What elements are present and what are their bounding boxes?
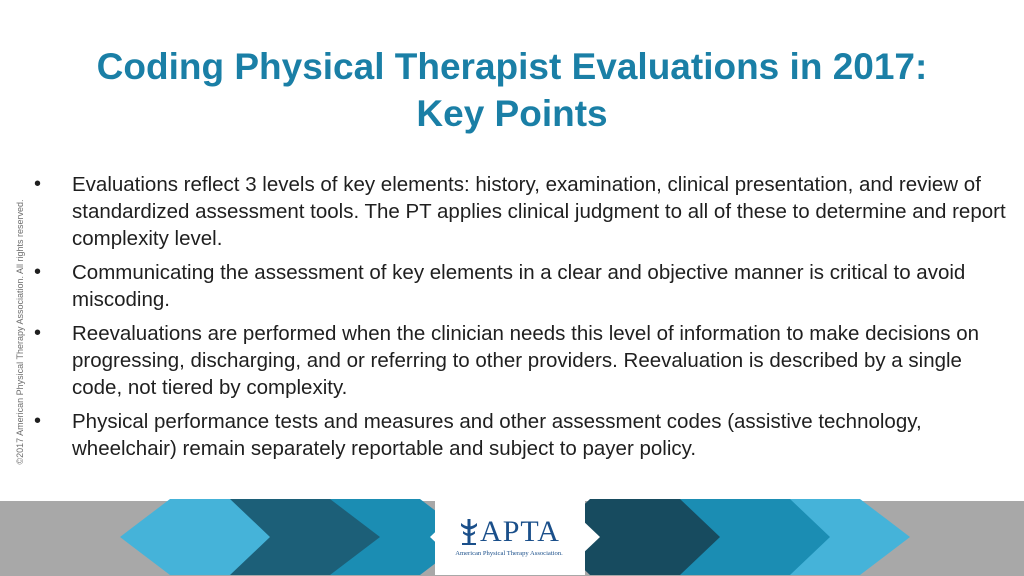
bullet-text: Reevaluations are performed when the clinician needs this level of information to make decisions on progressing, discharging, and or referring to other providers. Reevaluation is described by a single code, not tiered by complexity. (72, 322, 980, 399)
bullet-dot-icon: • (34, 173, 42, 195)
bullet-item (34, 320, 1009, 401)
slide-title-line-2: Key Points (416, 92, 608, 134)
bullet-text: Physical performance tests and measures and other assessment codes (assistive technology, wheelchair) remain separately reportable and subject to payer policy. (72, 410, 922, 460)
bullet-dot-icon: • (34, 261, 42, 283)
bullet-dot-icon: • (34, 410, 42, 432)
slide-title-line-1: Coding Physical Therapist Evaluations in 2017: (96, 45, 928, 87)
slide-title (60, 43, 964, 137)
apta-emblem-icon (458, 517, 480, 547)
apta-logo-text: APTA (480, 514, 560, 548)
bullet-item (34, 408, 1009, 462)
copyright-notice: ©2017 American Physical Therapy Association. All rights reserved. (15, 199, 25, 465)
bullet-item (34, 259, 1009, 313)
bullet-dot-icon: • (34, 322, 42, 344)
bullet-list (34, 171, 1009, 469)
bullet-text: Communicating the assessment of key elements in a clear and objective manner is critical to avoid miscoding. (72, 261, 966, 311)
bullet-item (34, 171, 1009, 252)
bullet-text: Evaluations reflect 3 levels of key elements: history, examination, clinical presentation, and review of standardized assessment tools. The PT applies clinical judgment to all of these to determine and report complexity level. (72, 173, 1006, 250)
apta-logo (430, 500, 588, 572)
apta-logo-subtitle: American Physical Therapy Association. (455, 549, 563, 557)
